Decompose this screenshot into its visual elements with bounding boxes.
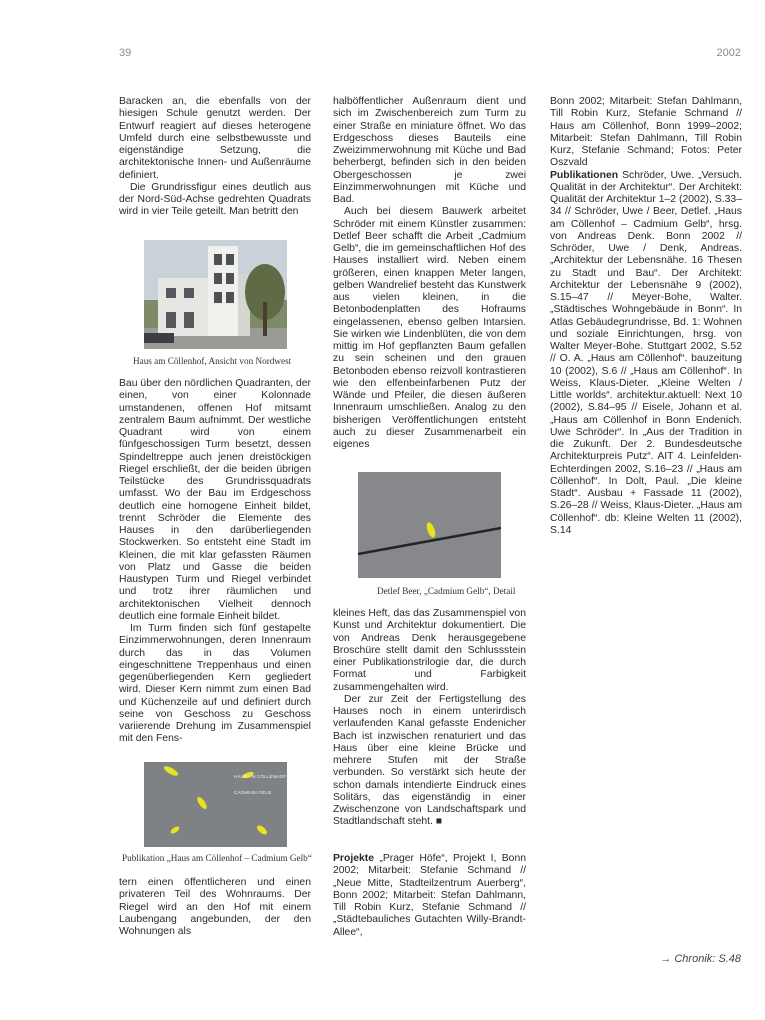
projekte-label: Projekte	[333, 853, 375, 864]
cadmium-gelb-detail-photo	[358, 472, 501, 578]
column-2-block-2	[333, 608, 526, 829]
projekte-text: „Prager Höfe“, Projekt I, Bonn 2002; Mitarbeit: Stefanie Schmand // „Neue Mitte, Stadteilzentrum Auerberg“, Bonn 2002; Mitarbeit: Stefan Dahlmann, Till Robin Kurz, Stefanie Schmand // „Städtebauliches Gutachten Willy-Brandt-Allee“,	[333, 853, 527, 938]
column-2-block-1	[333, 96, 526, 451]
column-3-references	[550, 96, 742, 537]
publication-caption: Publikation „Haus am Cöllenhof – Cadmium Gelb“	[122, 853, 312, 863]
paragraph: Baracken an, die ebenfalls von der hiesigen Schule genutzt werden. Der Entwurf reagiert auf dieses heterogene Umfeld durch eine selbstbewusste und eigenständige Setzung, die architektonische Innen- und Außenräume definiert.	[119, 96, 311, 181]
paragraph: kleines Heft, das das Zusammenspiel von Kunst und Architektur dokumentiert. Die von Andreas Denk herausgegebene Broschüre stellt damit den Schlussstein einer Publikationstrilogie dar, die durch Format und Farbigkeit zusammengehalten wird.	[333, 608, 526, 693]
paragraph: Der zur Zeit der Fertigstellung des Hauses noch in einem unterirdisch verlaufenden Kanal gefasste Endenicher Bach ist inzwischen renaturiert und das Haus über eine kleine Brücke und mehrere Stufen mit der Straße verbunden. So verstärkt sich heute der schon damals intendierte Eindruck eines Solitärs, das eigenständig in einer Zwischenzone von Landschaftspark und Stadtlandschaft steht. ■	[333, 693, 526, 828]
column-1-block-1	[119, 96, 311, 219]
cover-subtitle: CADMIUM GELB	[234, 790, 272, 795]
paragraph: Bau über den nördlichen Quadranten, der einen, von einer Kolonnade umstandenen, offenen Hof mitsamt zentralem Baum aufnimmt. Der westliche Quadrant wird von einem fünfgeschossigen Turm besetzt, dessen Spindeltreppe auch jenen dreistöckigen Riegel erschließt, der die beiden übrigen Teilstücke des Grundrissquadrats umfasst. Wo der Bau im Erdgeschoss deutlich eine homogene Einheit bildet, trennt Schröder die Elemente des Hauses in den darüberliegenden Stockwerken. So entsteht eine Stadt im Kleinen, die mit klar gefassten Räumen von Platz und Gasse die beiden Haustypen Turm und Riegel verbindet und trotz ihrer räumlichen und architektonischen Vielheit dennoch deutlich eine formale Einheit bildet.	[119, 378, 311, 622]
house-photo	[144, 240, 287, 349]
column-1-block-3	[119, 877, 311, 938]
year-heading: 2002	[716, 47, 741, 59]
publication-cover-photo	[144, 762, 287, 847]
projekte-section	[333, 853, 526, 939]
paragraph: Die Grundrissfigur eines deutlich aus der Nord-Süd-Achse gedrehten Quadrats wird in vier Teile geteilt. Man betritt den	[119, 181, 311, 218]
chronik-link[interactable]: → Chronik: S.48	[660, 953, 741, 965]
paragraph: Auch bei diesem Bauwerk arbeitet Schröder mit einem Künstler zusammen: Detlef Beer schafft die Arbeit „Cadmium Gelb“, die im gemeinschaftlichen Hof des Hauses installiert wird. Neben einem größeren, einen knappen Meter langen, gelben Wandrelief besteht das Kunstwerk aus vielen kleinen, in die Betonbodenplatten des Hofraums eingelassenen, ebenso gelben Intarsien. Sie wirken wie Lindenblüten, die von dem mittig im Hof gepflanzten Baum gefallen zu sein scheinen und den grauen Betonboden ebenso reizvoll kontrastieren wie den elfenbeinfarbenen Putz der Wände und Pfeiler, die diesen äußeren Innenraum umschließen. Analog zu den bisherigen Veröffentlichungen entsteht auch zu dieser Zusammenarbeit ein eigenes	[333, 206, 526, 450]
column-1-block-2	[119, 378, 311, 746]
detail-photo-caption: Detlef Beer, „Cadmium Gelb“, Detail	[377, 586, 516, 596]
paragraph: Im Turm finden sich fünf gestapelte Einzimmerwohnungen, deren Innenraum durch das in das Volumen eingeschnittene Treppenhaus und einen gegenüberliegenden Kern gegliedert wird. Dieser Kern nimmt zum einen Bad und Küchenzeile auf und definiert durch seine von Geschoss zu Geschoss variierende Drehung im Zusammenspiel mit den Fens-	[119, 623, 311, 745]
page-number: 39	[119, 47, 132, 59]
publikationen-label: Publikationen	[550, 169, 619, 181]
house-photo-caption: Haus am Cöllenhof, Ansicht von Nordwest	[133, 356, 292, 366]
paragraph: halböffentlicher Außenraum dient und sich im Zwischenbereich zum Turm zu einer Straße en miniature öffnet. Wo das Erdgeschoss dieses Bauteils eine Zweizimmerwohnung mit Küche und Bad beherbergt, befinden sich in den beiden Obergeschossen je zwei Einzimmerwohnungen mit Küche und Bad.	[333, 96, 526, 205]
cover-title: HAUS AM CÖLLENHOF	[234, 774, 287, 779]
paragraph: tern einen öffentlicheren und einen privateren Teil des Wohnraums. Der Riegel wird an den Hof mit einem Laubengang angebunden, der den Wohnungen als	[119, 877, 311, 937]
projects-continued: Bonn 2002; Mitarbeit: Stefan Dahlmann, Till Robin Kurz, Stefanie Schmand // Haus am Cöllenhof, Bonn 1999–2002; Mitarbeit: Stefan Dahlmann, Till Robin Kurz, Stefanie Schmand; Fotos: Peter Oszvald	[550, 96, 742, 169]
publikationen-text: Schröder, Uwe. „Versuch. Qualität in der Architektur“. Der Architekt: Qualität der Architektur 1–2 (2002), S.33–34 // Schröder, Uwe / Beer, Detlef. „Haus am Cöllenhof – Cadmium Gelb“, hrsg. von Andreas Denk. Bonn 2002 // Schröder, Uwe / Denk, Andreas. „Architektur der Lebensnähe. 16 Thesen zu Stadt und Bau“. Der Architekt: Architektur der Lebensnähe 9 (2002), S.15–47 // Meyer-Bohe, Walter. „Städtisches Wohngebäude in Bonn“. In Atlas Gebäudegrundrisse, Bd. 1: Wohnen und soziale Einrichtungen, hrsg. von Walter Meyer-Bohe. Stuttgart 2002, S.52 // O. A. „Haus am Cöllenhof“. bauzeitung 10 (2002), S.6 // „Haus am Cöllenhof“. In Weiss, Klaus-Dieter. „Kleine Welten / Little worlds“. architektur.aktuell: Next 10 (2002), S.84–95 // Eisele, Johann et al. „Haus am Cöllenhof in Bonn Endenich. Uwe Schröder“. In „Aus der Tradition in die Zukunft. Der 2. Bundesdeutsche Architekturpreis Putz“. AIT 4. Leinfelden-Echterdingen 2002, S.16–23 // „Haus am Cöllenhof“. In Dolt, Paul. „Die kleine Stadt“. Ausbau + Fassade 11 (2002), S.26–28 // Weiss, Klaus-Dieter. „Haus am Cöllenhof“. db: Kleine Welten 11 (2002), S.14	[550, 169, 743, 536]
